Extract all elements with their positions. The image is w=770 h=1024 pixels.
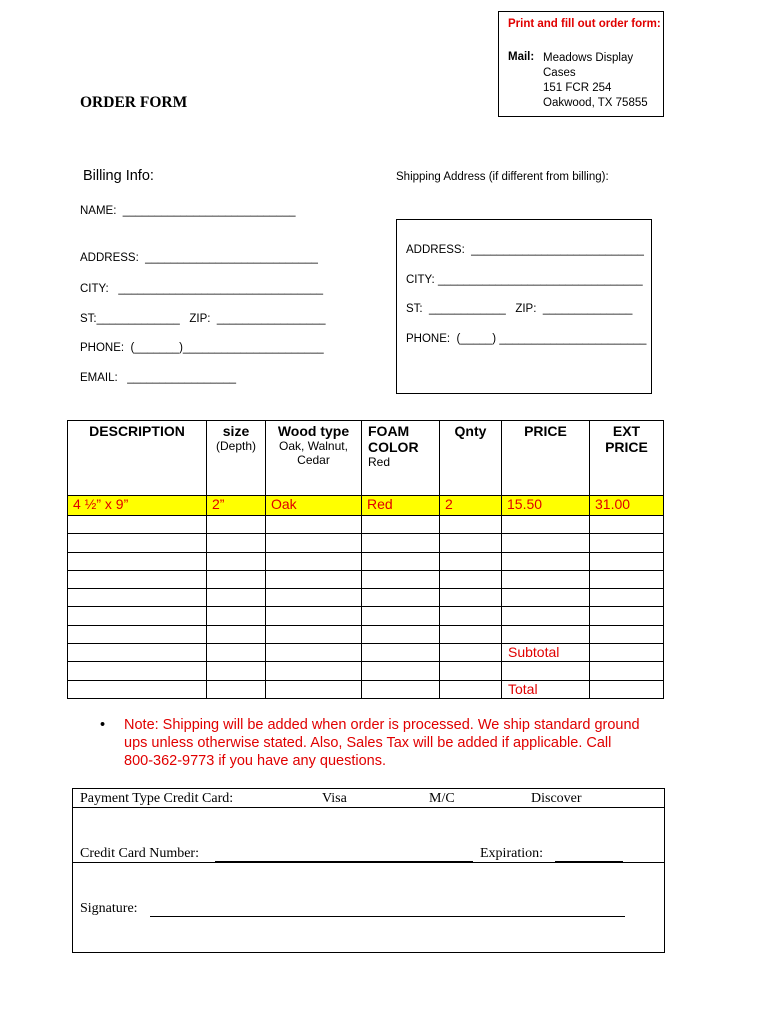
payment-option-visa[interactable]: Visa: [322, 791, 347, 806]
cell-size[interactable]: 2”: [207, 496, 266, 516]
billing-address-field[interactable]: ADDRESS: ___________________________: [80, 252, 318, 264]
col-header-size: size (Depth): [207, 421, 266, 496]
table-row: [68, 570, 664, 588]
mail-label: Mail: [508, 51, 531, 63]
total-row: [68, 680, 664, 698]
table-row: [68, 589, 664, 607]
shipping-note: [100, 716, 640, 770]
shipping-heading: Shipping Address (if different from billing):: [396, 171, 609, 183]
note-text: Note: Shipping will be added when order is processed. We ship standard ground ups unless otherwise stated. Also, Sales Tax will be added if applicable. Call 800-362-9773 if you have any questions.: [124, 717, 640, 769]
cell-qnty[interactable]: 2: [440, 496, 502, 516]
table-header-row: [68, 421, 664, 496]
col-header-qnty: Qnty: [440, 421, 502, 496]
cell-description[interactable]: 4 ½” x 9”: [68, 496, 207, 516]
table-row: [68, 516, 664, 534]
payment-box: [72, 788, 665, 953]
table-row: [68, 534, 664, 552]
billing-email-field[interactable]: EMAIL: _________________: [80, 372, 237, 384]
signature-label: Signature:: [80, 901, 138, 916]
mail-address-line: Oakwood, TX 75855: [543, 97, 648, 109]
col-header-foam-color: FOAM COLOR Red: [362, 421, 440, 496]
bullet-icon: •: [100, 717, 106, 733]
shipping-st-zip-field[interactable]: ST: ____________ ZIP: ______________: [406, 303, 633, 315]
cell-wood-type[interactable]: Oak: [266, 496, 362, 516]
cell-ext-price[interactable]: 31.00: [590, 496, 664, 516]
billing-st-zip-field[interactable]: ST:_____________ ZIP: _________________: [80, 313, 326, 325]
mail-address-line: 151 FCR 254: [543, 82, 612, 94]
subtotal-row: [68, 644, 664, 662]
divider: [73, 807, 664, 808]
mail-instructions-box: Print and fill out order form: Mail: Meadows Display Cases 151 FCR 254 Oakwood, TX 75855: [498, 11, 664, 117]
billing-city-field[interactable]: CITY: ________________________________: [80, 283, 324, 295]
page-title: ORDER FORM: [80, 94, 188, 111]
payment-type-label: Payment Type Credit Card:: [80, 791, 234, 806]
signature-field[interactable]: [150, 916, 625, 917]
shipping-city-field[interactable]: CITY: ________________________________: [406, 274, 643, 286]
col-header-wood-type: Wood type Oak, Walnut, Cedar: [266, 421, 362, 496]
col-header-description: DESCRIPTION: [68, 421, 207, 496]
billing-heading: Billing Info: [83, 168, 150, 184]
col-header-price: PRICE: [502, 421, 590, 496]
col-header-ext-price: EXT PRICE: [590, 421, 664, 496]
order-table: [67, 420, 664, 699]
total-label: Total: [502, 680, 590, 698]
cell-price[interactable]: 15.50: [502, 496, 590, 516]
table-row: [68, 496, 664, 516]
billing-phone-field[interactable]: PHONE: (_______)______________________: [80, 342, 324, 354]
subtotal-value[interactable]: [590, 644, 664, 662]
shipping-address-field[interactable]: ADDRESS: ___________________________: [406, 244, 644, 256]
table-row: [68, 552, 664, 570]
total-value[interactable]: [590, 680, 664, 698]
payment-option-discover[interactable]: Discover: [531, 791, 582, 806]
subtotal-label: Subtotal: [502, 644, 590, 662]
mail-address: [543, 51, 663, 111]
divider: [73, 862, 664, 863]
cell-foam-color[interactable]: Red: [362, 496, 440, 516]
table-row: [68, 662, 664, 680]
mail-address-line: Meadows Display Cases: [543, 52, 634, 79]
table-row: [68, 607, 664, 625]
mail-box-header: Print and fill out order form:: [508, 18, 661, 30]
shipping-phone-field[interactable]: PHONE: (_____) _______________________: [406, 333, 647, 345]
billing-name-field[interactable]: NAME: ___________________________: [80, 205, 296, 217]
expiration-label: Expiration:: [480, 846, 543, 861]
payment-option-mc[interactable]: M/C: [429, 791, 455, 806]
table-row: [68, 625, 664, 643]
card-number-label: Credit Card Number:: [80, 846, 199, 861]
